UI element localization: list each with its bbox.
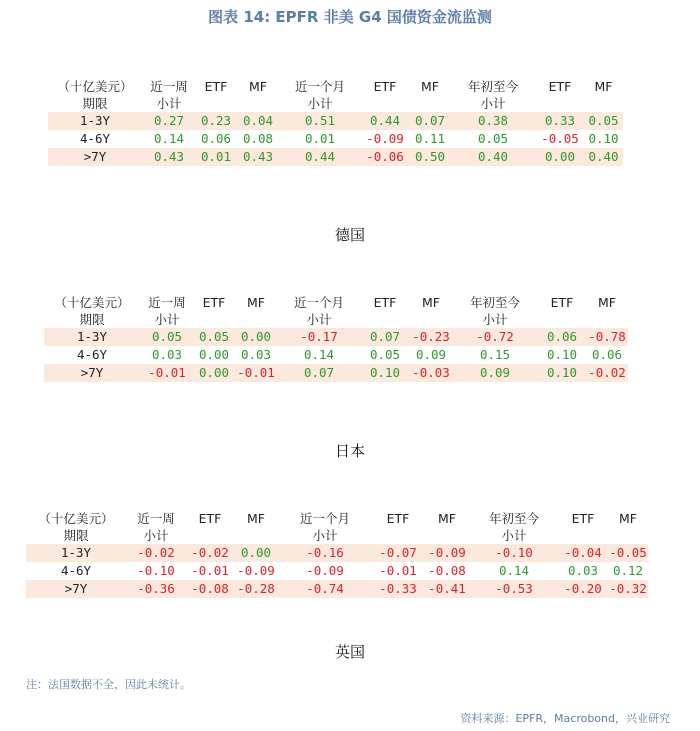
table-cell: 0.05 [369,347,401,362]
table-caption: 英国 [334,643,365,661]
table-japan [44,294,628,382]
table-cell: -0.23 [410,328,452,346]
header-cell: ETF [202,295,226,310]
table-cell: 0.00 [194,364,234,382]
table-row [48,112,623,130]
table-cell: -0.02 [126,544,186,562]
table-cell: -0.17 [278,328,360,346]
header-cell: ETF [548,79,572,94]
table-cell: -0.09 [306,563,344,578]
table-cell: -0.10 [470,544,558,562]
row-label: 1-3Y [26,544,126,562]
header-cell: ETF [571,511,595,526]
table-cell: -0.06 [360,148,410,166]
table-row [44,346,628,364]
table-cell: -0.04 [558,544,608,562]
header-cell: MF [421,79,439,94]
table-cell: -0.09 [237,563,275,578]
source-line: 资料来源：EPFR，Macrobond，兴业研究 [460,712,670,725]
header-cell: （十亿美元） 期限 [57,79,133,111]
header-cell: 近一周 小计 [148,295,186,327]
header-cell: ETF [373,295,397,310]
table-row [44,328,628,346]
table-cell: 0.00 [198,347,230,362]
table-row [26,562,648,580]
table-row [44,364,628,382]
table-cell: 0.01 [196,148,236,166]
table-row [48,130,623,148]
table-cell: 0.03 [567,563,599,578]
header-cell: MF [619,511,637,526]
table-row [26,580,648,598]
header-cell: 年初至今 小计 [469,295,520,327]
table-cell: -0.41 [424,580,470,598]
table-cell: 0.27 [142,112,196,130]
table-cell: 0.09 [415,347,447,362]
table-cell: 0.10 [588,131,619,146]
header-cell: 近一周 小计 [137,511,175,543]
header-cell: ETF [204,79,228,94]
table-cell: -0.01 [234,364,278,382]
table-cell: 0.43 [142,148,196,166]
header-cell: MF [422,295,440,310]
header-cell: ETF [198,511,222,526]
row-label: 4-6Y [76,347,108,362]
header-cell: MF [249,79,267,94]
table-cell: 0.03 [151,347,183,362]
table-cell: -0.01 [191,563,229,578]
header-cell: 年初至今 小计 [488,511,539,543]
header-cell: ETF [550,295,574,310]
table-cell: 0.05 [194,328,234,346]
table-cell: 0.12 [612,563,644,578]
footnote: 注：法国数据不全，因此未统计。 [26,678,191,691]
table-cell: 0.03 [240,347,272,362]
row-label: 1-3Y [44,328,140,346]
table-cell: 0.07 [410,112,450,130]
table-row [48,148,623,166]
table-cell: 0.43 [236,148,280,166]
table-cell: -0.36 [126,580,186,598]
header-cell: ETF [386,511,410,526]
table-cell: 0.40 [450,148,536,166]
table-cell: 0.04 [236,112,280,130]
table-cell: -0.72 [452,328,538,346]
table-cell: 0.50 [410,148,450,166]
header-row [48,78,623,112]
table-cell: -0.08 [186,580,234,598]
table-caption: 日本 [334,442,365,460]
table-cell: 0.14 [153,131,185,146]
table-cell: 0.05 [140,328,194,346]
table-cell: 0.05 [584,112,623,130]
header-cell: 近一个月 小计 [294,79,345,111]
header-cell: MF [594,79,613,94]
table-cell: -0.20 [558,580,608,598]
table-cell: -0.01 [140,364,194,382]
header-cell: 年初至今 小计 [467,79,518,111]
table-cell: -0.16 [278,544,372,562]
row-label: >7Y [44,364,140,382]
table-cell: 0.06 [200,131,232,146]
header-cell: 近一周 小计 [150,79,188,111]
header-cell: （十亿美元） 期限 [54,295,130,327]
table-cell: 0.40 [584,148,623,166]
table-cell: -0.74 [278,580,372,598]
table-cell: 0.10 [538,364,586,382]
table-cell: -0.05 [609,545,647,560]
table-germany [48,78,623,166]
table-cell: 0.23 [196,112,236,130]
table-cell: 0.33 [536,112,584,130]
row-label: >7Y [48,148,142,166]
table-cell: 0.09 [452,364,538,382]
table-uk [26,510,648,598]
header-cell: 近一个月 小计 [299,511,350,543]
header-cell: （十亿美元） 期限 [38,511,114,543]
table-cell: -0.33 [372,580,424,598]
table-cell: 0.14 [498,563,530,578]
table-cell: 0.44 [280,148,360,166]
table-cell: 0.07 [360,328,410,346]
table-cell: -0.02 [186,544,234,562]
table-cell: 0.00 [234,544,278,562]
header-row [44,294,628,328]
table-cell: -0.02 [586,364,628,382]
row-label: 1-3Y [48,112,142,130]
header-cell: MF [247,511,265,526]
table-cell: -0.10 [137,563,175,578]
table-cell: -0.01 [379,563,417,578]
header-cell: ETF [373,79,397,94]
header-row [26,510,648,544]
table-cell: 0.10 [546,347,578,362]
table-cell: -0.07 [372,544,424,562]
table-cell: -0.09 [366,131,404,146]
table-cell: 0.08 [242,131,274,146]
table-cell: 0.15 [479,347,511,362]
header-cell: MF [438,511,456,526]
table-cell: -0.05 [541,131,579,146]
table-cell: 0.10 [360,364,410,382]
row-label: 4-6Y [60,563,92,578]
figure-title: 图表 14: EPFR 非美 G4 国债资金流监测 [208,8,492,26]
table-cell: 0.06 [538,328,586,346]
table-cell: 0.00 [234,328,278,346]
header-cell: MF [247,295,265,310]
table-cell: 0.01 [304,131,336,146]
table-cell: -0.08 [428,563,466,578]
table-cell: 0.00 [536,148,584,166]
table-cell: 0.44 [360,112,410,130]
table-cell: -0.78 [586,328,628,346]
table-cell: -0.28 [234,580,278,598]
header-cell: 近一个月 小计 [293,295,344,327]
table-cell: -0.09 [424,544,470,562]
table-cell: 0.38 [450,112,536,130]
table-cell: 0.51 [280,112,360,130]
table-cell: 0.11 [414,131,446,146]
table-cell: -0.53 [470,580,558,598]
table-cell: -0.32 [609,581,647,596]
table-cell: 0.14 [303,347,335,362]
row-label: >7Y [26,580,126,598]
table-cell: 0.05 [477,131,509,146]
table-caption: 德国 [334,226,365,244]
table-cell: 0.06 [591,347,623,362]
header-cell: MF [598,295,616,310]
table-row [26,544,648,562]
row-label: 4-6Y [79,131,111,146]
table-cell: 0.07 [278,364,360,382]
table-cell: -0.03 [410,364,452,382]
